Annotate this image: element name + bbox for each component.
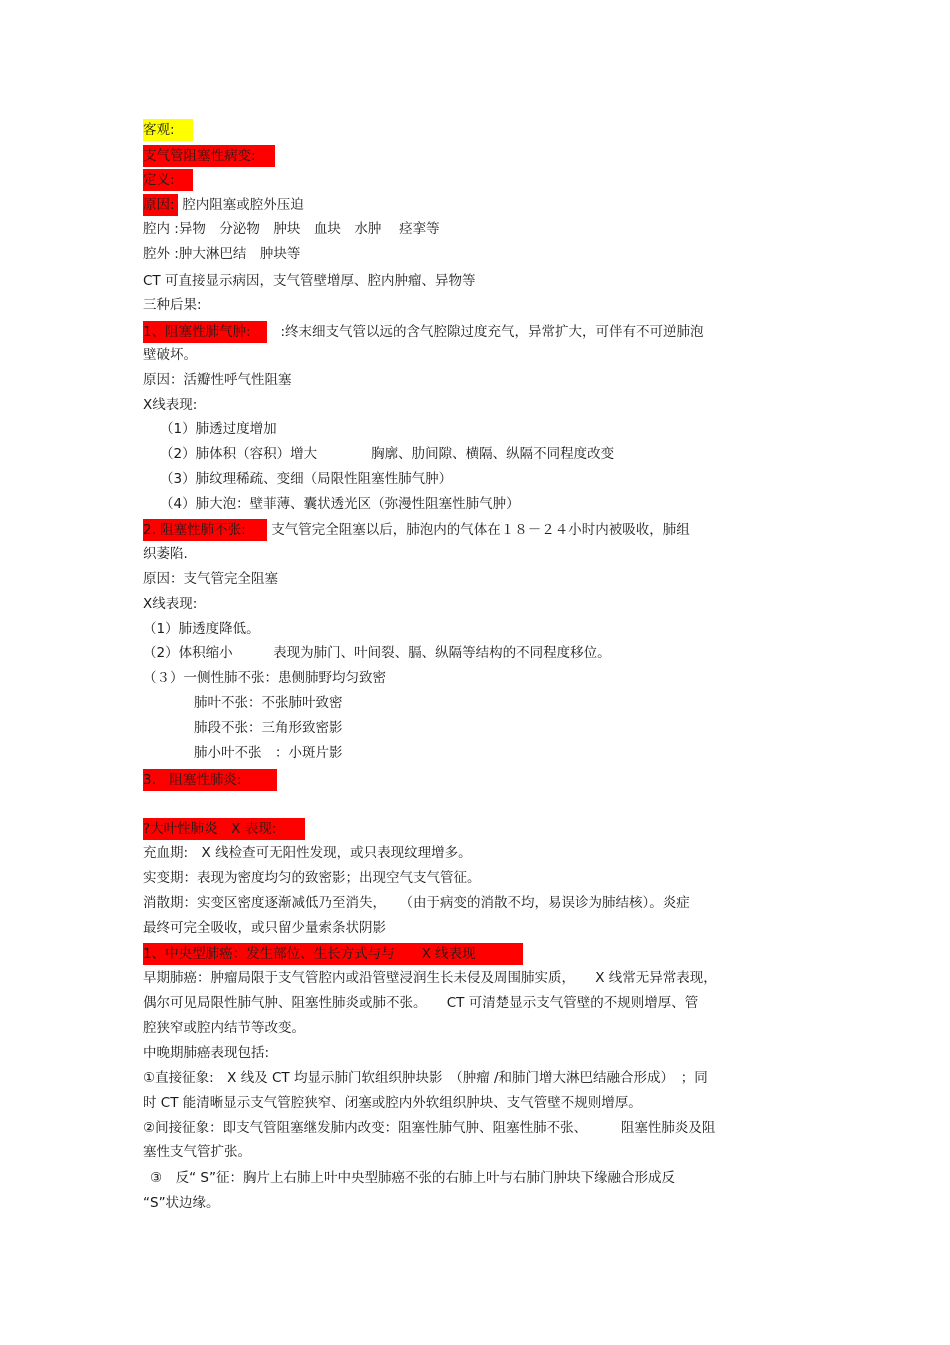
heading-atelectasis: 2. 阻塞性肺不张: 支气管完全阻塞以后，肺泡内的气体在１８－２４小时内被吸收，肺组 (143, 519, 690, 541)
ct-note: CT 可直接显示病因，支气管壁增厚、腔内肿瘤、异物等 (143, 273, 476, 289)
resolution-cont: 最终可完全吸收，或只留少量索条状阴影 (143, 920, 386, 936)
congestion-stage: 充血期: X 线检查可无阳性发现，或只表现纹理增多。 (143, 845, 472, 861)
heading-central-lung-cancer: 1、中央型肺癌：发生部位、生长方式与与 X 线表现 (143, 943, 523, 965)
heading-bronchial-obstruction: 支气管阻塞性病变: (143, 145, 275, 167)
consolidation-stage: 实变期：表现为密度均匀的致密影；出现空气支气管征。 (143, 870, 481, 886)
atelectasis-item-1: （1）肺透度降低。 (143, 621, 260, 637)
reverse-s-sign-2: “S”状边缘。 (143, 1195, 220, 1211)
early-cancer-2: 偶尔可见局限性肺气肿、阻塞性肺炎或肺不张。 CT 可清楚显示支气管壁的不规则增厚、管 (143, 995, 699, 1011)
early-cancer-1: 早期肺癌：肿瘤局限于支气管腔内或沿管壁浸润生长未侵及周围肺实质， X 线常无异常表现， (143, 970, 717, 986)
atelectasis-xray-heading: X线表现: (143, 596, 198, 612)
heading-objective: 客观: (143, 119, 193, 141)
emphysema-item-1: （1）肺透过度增加 (160, 421, 277, 437)
indirect-signs-1: ②间接征象：即支气管阻塞继发肺内改变：阻塞性肺气肿、阻塞性肺不张、 阻塞性肺炎及阻 (143, 1120, 716, 1136)
early-cancer-3: 腔狭窄或腔内结节等改变。 (143, 1020, 305, 1036)
direct-signs-2: 时 CT 能清晰显示支气管腔狭窄、闭塞或腔内外软组织肿块、支气管壁不规则增厚。 (143, 1095, 642, 1111)
emphysema-item-2: （2）肺体积（容积）增大 胸廓、肋间隙、横隔、纵隔不同程度改变 (160, 446, 615, 462)
emphysema-cause: 原因：活瓣性呼气性阻塞 (143, 372, 292, 388)
segmental-atelectasis: 肺段不张：三角形致密影 (194, 720, 343, 736)
emphysema-item-3: （3）肺纹理稀疏、变细（局限性阻塞性肺气肿） (160, 471, 453, 487)
emphysema-item-4: （4）肺大泡：壁菲薄、囊状透光区（弥漫性阻塞性肺气肿） (160, 496, 520, 512)
heading-definition: 定义: (143, 169, 193, 191)
emphysema-xray-heading: X线表现: (143, 397, 198, 413)
direct-signs-1: ①直接征象: X 线及 CT 均显示肺门软组织肿块影 （肿瘤 /和肺门增大淋巴结融合形成） ；同 (143, 1070, 708, 1086)
reverse-s-sign-1: ③ 反“ S”征：胸片上右肺上叶中央型肺癌不张的右肺上叶与右肺门肿块下缘融合形成反 (150, 1170, 675, 1186)
atelectasis-item-2: （2）体积缩小 表现为肺门、叶间裂、膈、纵隔等结构的不同程度移位。 (143, 645, 611, 661)
emphysema-cont: 壁破坏。 (143, 347, 197, 363)
atelectasis-cont: 织萎陷. (143, 546, 188, 562)
lobular-atelectasis: 肺小叶不张 ：小斑片影 (194, 745, 343, 761)
atelectasis-item-3: （３）一侧性肺不张：患侧肺野均匀致密 (143, 670, 386, 686)
intraluminal-causes: 腔内 :异物 分泌物 肿块 血块 水肿 痉挛等 (143, 221, 440, 237)
resolution-stage: 消散期：实变区密度逐渐减低乃至消失， （由于病变的消散不均，易误诊为肺结核）。炎症 (143, 895, 690, 911)
cause-line: 原因: 腔内阻塞或腔外压迫 (143, 194, 304, 216)
atelectasis-cause: 原因：支气管完全阻塞 (143, 571, 278, 587)
extraluminal-causes: 腔外 :肿大淋巴结 肿块等 (143, 246, 301, 262)
three-consequences: 三种后果: (143, 297, 202, 313)
heading-emphysema: 1、阻塞性肺气肿: :终末细支气管以远的含气腔隙过度充气，异常扩大，可伴有不可逆肺泡 (143, 321, 704, 343)
lobar-atelectasis: 肺叶不张：不张肺叶致密 (194, 695, 343, 711)
indirect-signs-2: 塞性支气管扩张。 (143, 1144, 251, 1160)
heading-obstructive-pneumonia: 3. 阻塞性肺炎: (143, 769, 277, 791)
heading-lobar-pneumonia: ?大叶性肺炎 X 表现: (143, 818, 305, 840)
late-cancer-heading: 中晚期肺癌表现包括: (143, 1045, 270, 1061)
